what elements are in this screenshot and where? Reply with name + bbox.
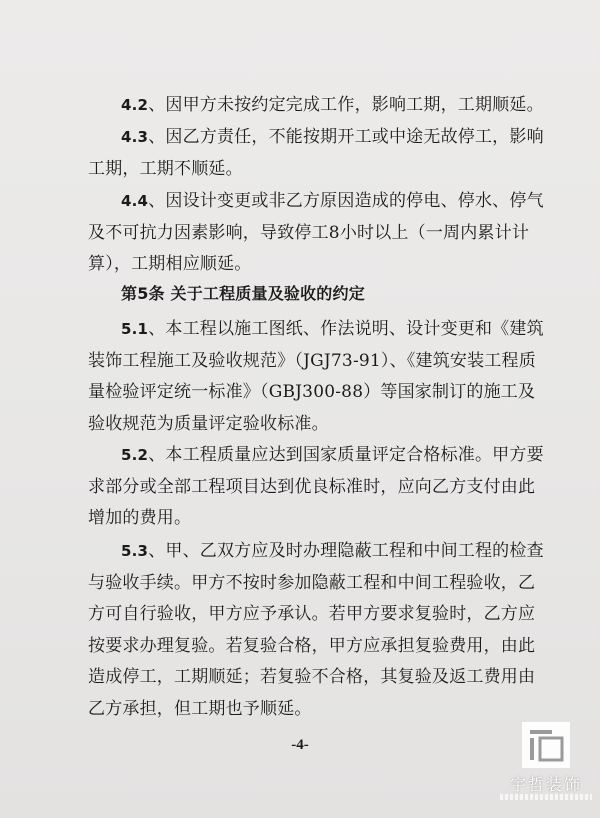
clause-text: 、因乙方责任，不能按期开工或中途无故停工，影响工期，工期不顺延。 bbox=[88, 127, 544, 179]
clause-4-4 bbox=[88, 186, 548, 281]
page-number: -4- bbox=[291, 737, 309, 753]
clause-text: 、甲、乙双方应及时办理隐蔽工程和中间工程的检查与验收手续。甲方不按时参加隐蔽工程和中间工程验收，乙方可自行验收，甲方应予承认。若甲方要求复验时，乙方应按要求办理复验。若复验合格，甲方应承担复验费用，由此造成停工，工期顺延；若复验不合格，其复验及返工费用由乙方承担，但工期也予顺延。 bbox=[88, 541, 544, 719]
clause-5-1 bbox=[88, 314, 548, 440]
clause-text: 、本工程以施工图纸、作法说明、设计变更和《建筑装饰工程施工及验收规范》（JGJ73-91）、《建筑安装工程质量检验评定统一标准》（GBJ300-88）等国家制订的施工及验收规范为质量评定验收标准。 bbox=[88, 319, 544, 434]
clause-text: 、因甲方未按约定完成工作，影响工期，工期顺延。 bbox=[148, 95, 544, 115]
logo-text: 宇哲装饰 bbox=[509, 775, 582, 794]
clause-number: 5.1 bbox=[121, 320, 149, 338]
clause-number: 4.2 bbox=[121, 96, 149, 114]
logo-icon bbox=[522, 722, 570, 768]
clause-4-2 bbox=[88, 90, 548, 122]
clause-number: 4.3 bbox=[121, 128, 149, 146]
clause-text: 、因设计变更或非乙方原因造成的停电、停水、停气及不可抗力因素影响，导致停工8小时以上（一周内累计计算），工期相应顺延。 bbox=[88, 191, 544, 274]
logo-subtext bbox=[500, 794, 592, 800]
clause-number: 4.4 bbox=[121, 192, 149, 210]
clause-text: 、本工程质量应达到国家质量评定合格标准。甲方要求部分或全部工程项目达到优良标准时，应向乙方支付由此增加的费用。 bbox=[88, 445, 544, 528]
clause-number: 5.3 bbox=[121, 542, 149, 560]
clause-number: 5.2 bbox=[121, 446, 149, 464]
section-heading: 第5条 关于工程质量及验收的约定 bbox=[121, 284, 365, 303]
clause-4-3 bbox=[88, 122, 548, 185]
clause-5-2 bbox=[88, 440, 548, 535]
watermark-logo bbox=[500, 722, 592, 806]
clause-5-3 bbox=[88, 536, 548, 725]
